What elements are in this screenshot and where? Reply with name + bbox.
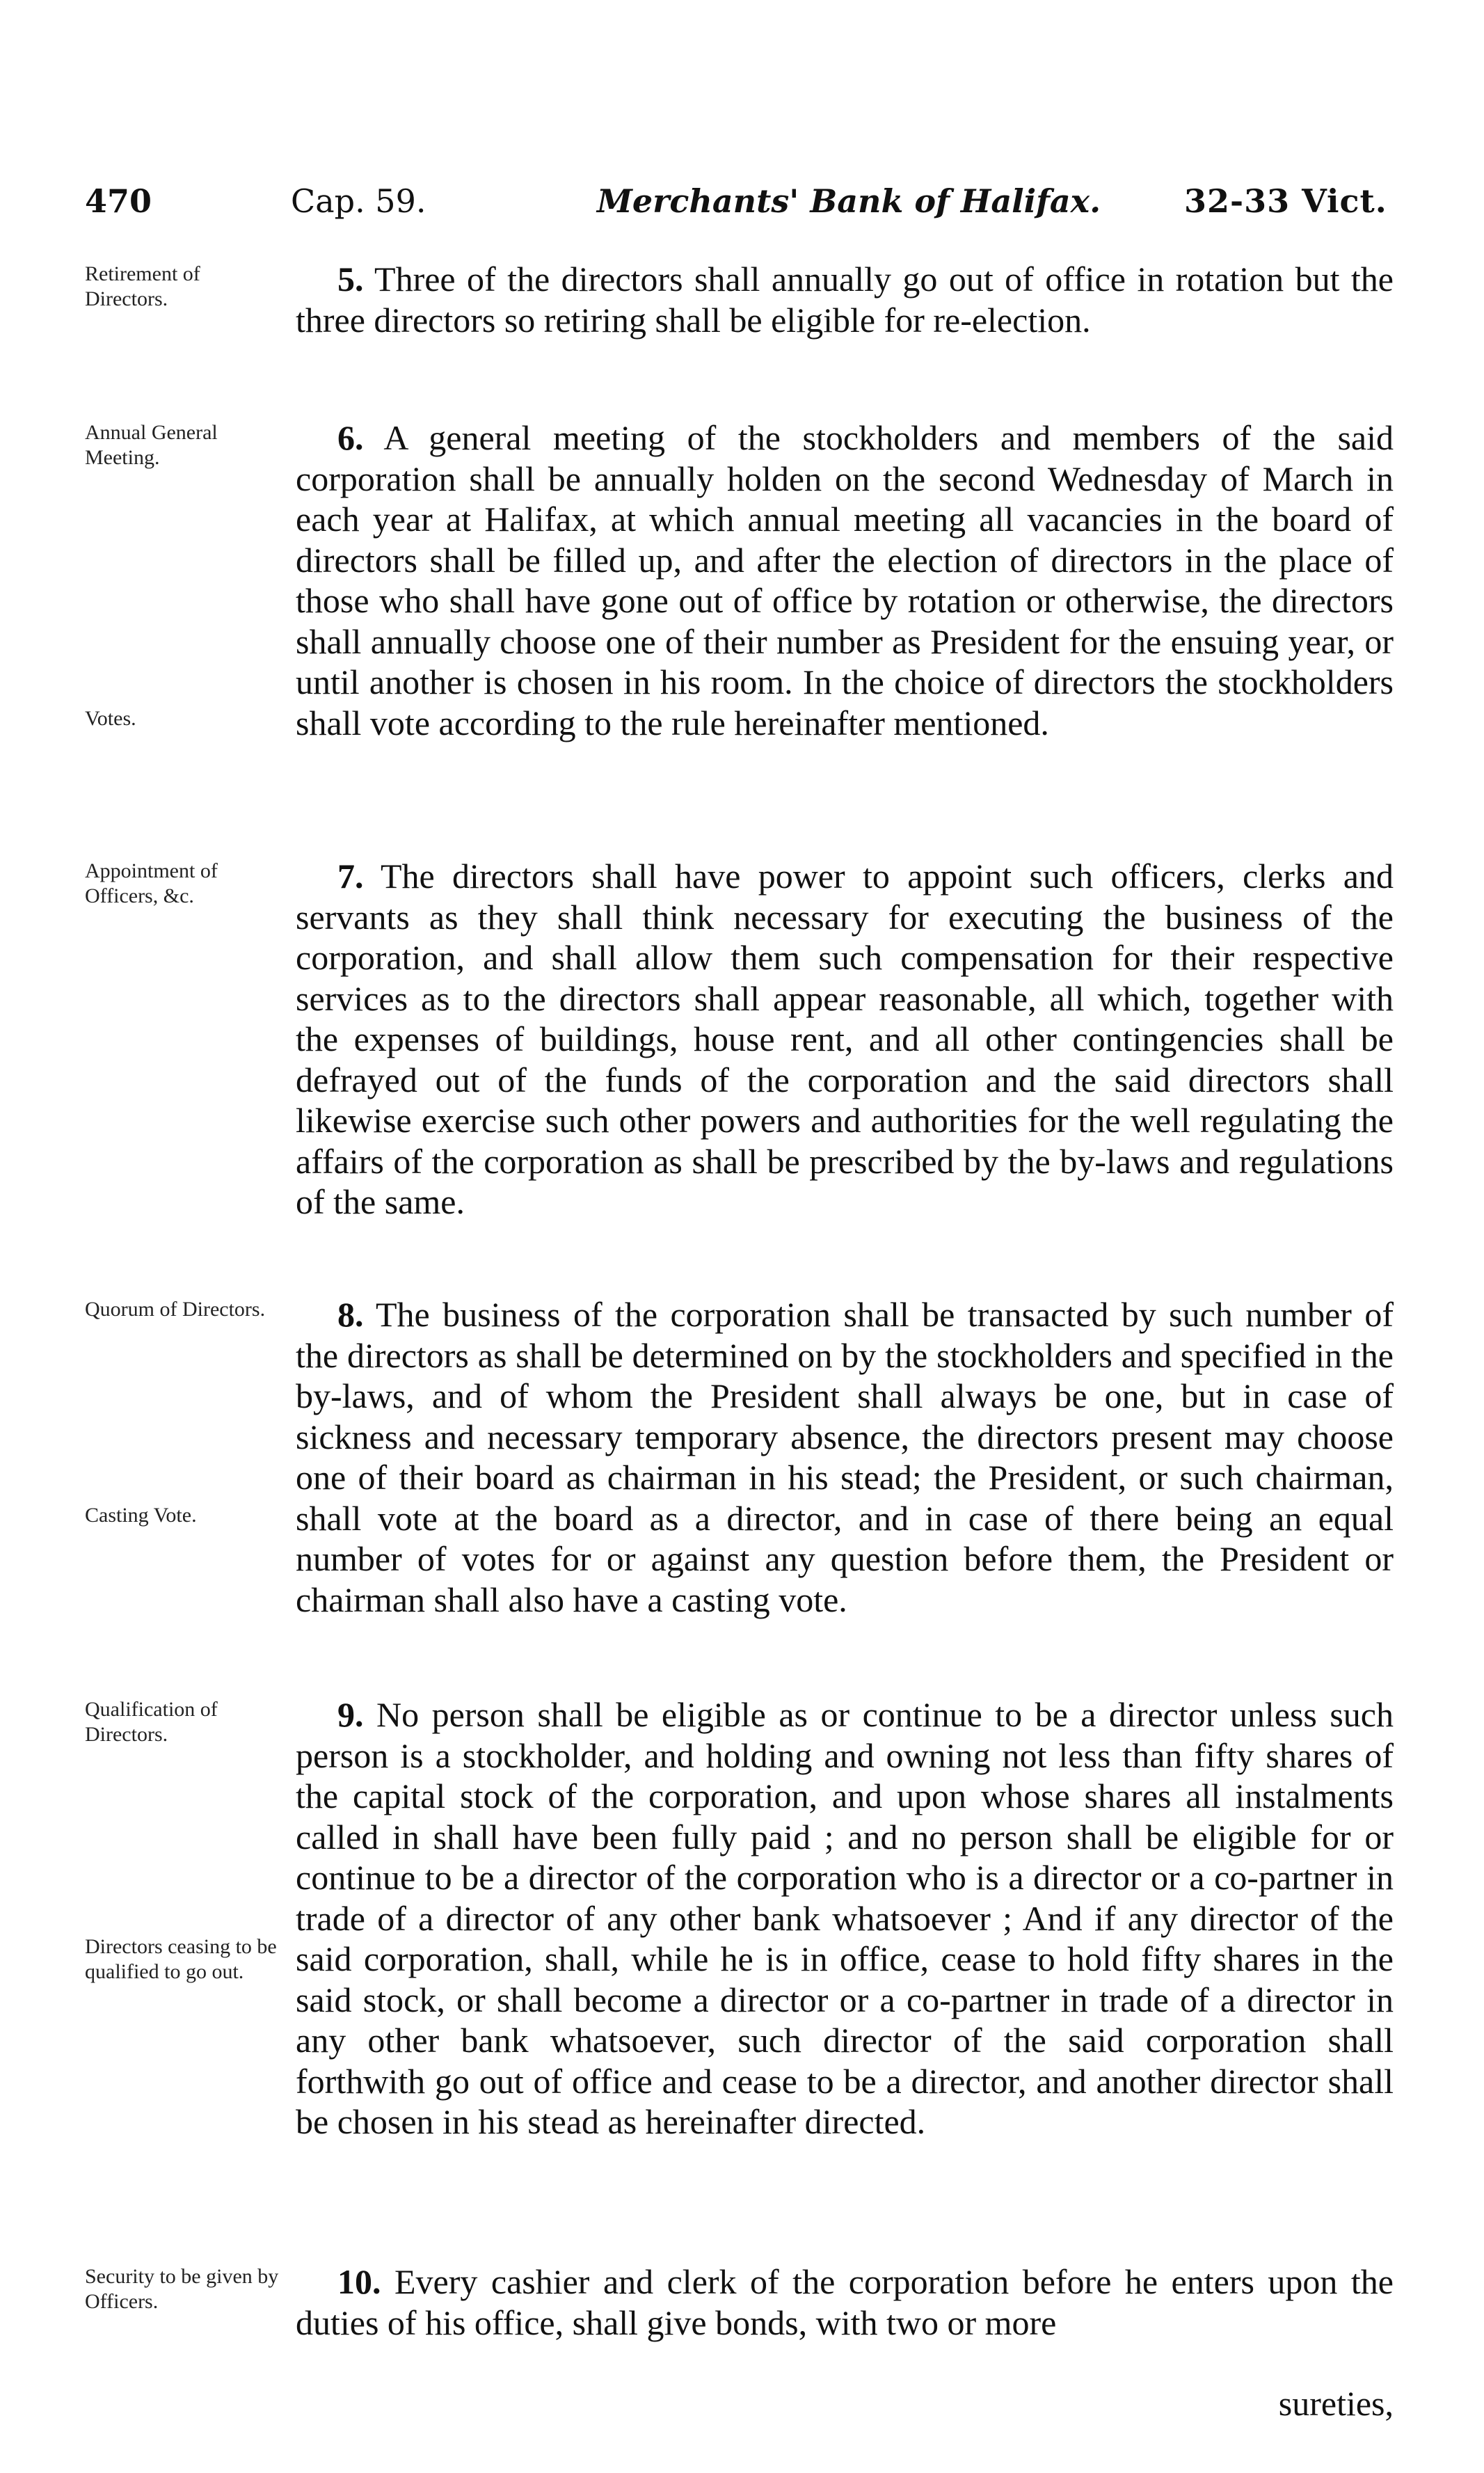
section-text: Every cashier and clerk of the corporation before he enters upon the duties of his office, shall give bonds, with two or more xyxy=(296,2262,1394,2342)
section-text: A general meeting of the stockholders and members of the said corporation shall be annually holden on the second Wednesday of March in each year at Halifax, at which annual meeting all vacancies in the board of directors shall be filled up, and after the election of directors in the place of those who shall have gone out of office by rotation or otherwise, the directors shall annually choose one of their number as President for the ensuing year, or until another is chosen in his room. In the choice of directors the stockholders shall vote according to the rule hereinafter mentioned. xyxy=(296,418,1394,742)
running-header xyxy=(0,182,1484,224)
section-number: 8. xyxy=(337,1295,364,1334)
section-number: 10. xyxy=(337,2262,381,2301)
margin-note: Retirement of Directors. xyxy=(85,262,200,310)
session-label: 32-33 Vict. xyxy=(1184,182,1387,220)
section-body xyxy=(296,1694,1394,2142)
section-text: The business of the corporation shall be transacted by such number of the directors as shall be determined on by the stockholders and specified in the by-laws, and of whom the President shall always be one, but in case of sickness and necessary temporary absence, the directors present may choose one of their board as chairman in his stead; the President, or such chairman, shall vote at the board as a director, and in case of there being an equal number of votes for or against any question before them, the President or chairman shall also have a casting vote. xyxy=(296,1295,1394,1619)
margin-note: Directors ceasing to be qualified to go out. xyxy=(85,1935,277,1983)
catchword: sureties, xyxy=(1278,2384,1394,2423)
margin-note: Qualification of Directors. xyxy=(85,1698,218,1746)
section-number: 9. xyxy=(337,1695,364,1734)
section-text: The directors shall have power to appoint such officers, clerks and servants as they shall think necessary for executing the business of the corporation, and shall allow them such compensation for their respective services as to the directors shall appear reasonable, all which, together with the expenses of buildings, house rent, and all other contingencies shall be defrayed out of the funds of the corporation and the said directors shall likewise exercise such other powers and authorities for the well regulating the affairs of the corporation as shall be prescribed by the by-laws and regulations of the same. xyxy=(296,857,1394,1221)
section-body xyxy=(296,259,1394,340)
running-title: Merchants' Bank of Halifax. xyxy=(597,182,1101,220)
section-number: 5. xyxy=(337,260,364,299)
section-body xyxy=(296,418,1394,743)
section-body xyxy=(296,2261,1394,2343)
section-body xyxy=(296,856,1394,1223)
margin-note: Annual General Meeting. xyxy=(85,421,218,469)
page-number: 470 xyxy=(85,182,152,220)
section-body xyxy=(296,1294,1394,1620)
margin-note: Votes. xyxy=(85,707,136,730)
margin-note: Appointment of Officers, &c. xyxy=(85,859,218,907)
section-text: Three of the directors shall annually go out of office in rotation but the three directors so retiring shall be eligible for re-election. xyxy=(296,260,1394,340)
chapter-label: Cap. 59. xyxy=(291,182,426,220)
section-number: 7. xyxy=(337,857,364,896)
margin-note: Casting Vote. xyxy=(85,1504,197,1527)
margin-note: Security to be given by Officers. xyxy=(85,2265,279,2313)
margin-note: Quorum of Directors. xyxy=(85,1298,266,1321)
section-number: 6. xyxy=(337,418,364,457)
section-text: No person shall be eligible as or continue to be a director unless such person is a stockholder, and holding and owning not less than fifty shares of the capital stock of the corporation, and upon whose shares all instalments called in shall have been fully paid ; and no person shall be eligible for or continue to be a director of the corporation who is a director or a co-partner in trade of a director of any other bank whatsoever ; And if any director of the said corporation, shall, while he is in office, cease to hold fifty shares in the said stock, or shall become a director or a co-partner in trade of a director in any other bank whatsoever, such director of the said corporation shall forthwith go out of office and cease to be a director, and another director shall be chosen in his stead as hereinafter directed. xyxy=(296,1695,1394,2141)
